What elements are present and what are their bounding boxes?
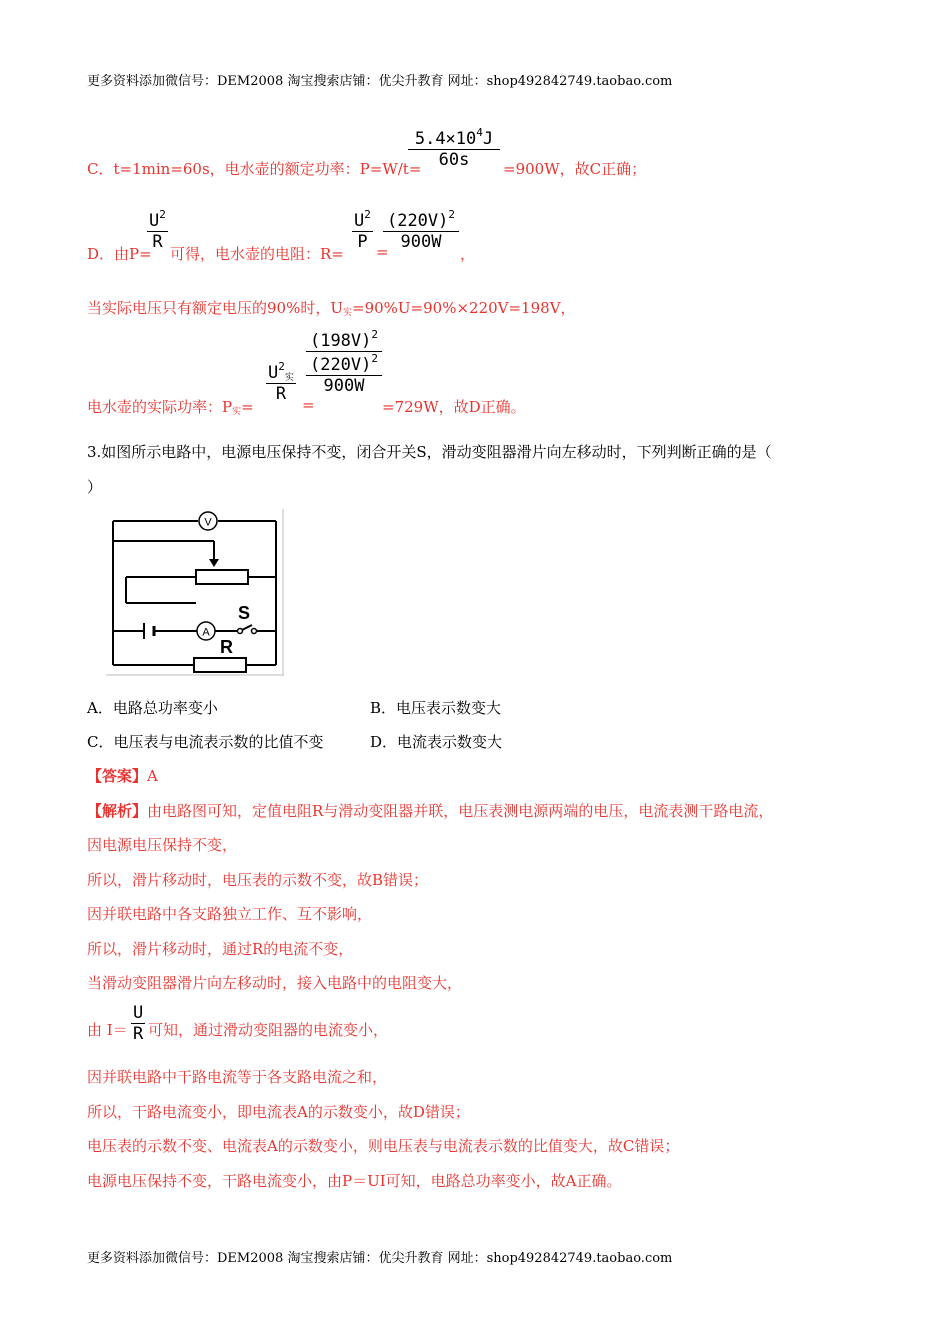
frac-num-exp: 2 bbox=[364, 208, 371, 221]
analysis-line-2: 因电源电压保持不变， bbox=[87, 836, 238, 854]
page-footer: 更多资料添加微信号：DEM2008 淘宝搜索店铺：优尖升教育 网址：shop492842749.taobao.com bbox=[87, 1251, 673, 1266]
frac-den: R bbox=[275, 384, 287, 404]
frac-num: U bbox=[268, 363, 279, 383]
analysis-line-5: 所以，滑片移动时，通过R的电流不变， bbox=[87, 940, 354, 958]
analysis-line-7-pre: 由 I＝ bbox=[87, 1021, 128, 1039]
prev-line-d-end: ， bbox=[460, 245, 476, 263]
frac-num-exp: 2 bbox=[448, 208, 456, 221]
fraction-u2-p bbox=[352, 208, 373, 252]
lineP-sub: 实 bbox=[232, 407, 242, 417]
prev-line-power-result: =729W，故D正确。 bbox=[382, 398, 526, 416]
frac-num: U bbox=[149, 211, 160, 231]
frac-num-exp: 4 bbox=[476, 126, 483, 139]
option-d: D．电流表示数变大 bbox=[370, 733, 503, 751]
analysis-line-9: 所以，干路电流变小，即电流表A的示数变小，故D错误； bbox=[87, 1103, 470, 1121]
question-text-close: ） bbox=[87, 478, 103, 496]
frac-num-exp: 2 bbox=[278, 360, 285, 373]
frac-num: U bbox=[133, 1003, 144, 1023]
page-header: 更多资料添加微信号：DEM2008 淘宝搜索店铺：优尖升教育 网址：shop492842749.taobao.com bbox=[87, 74, 673, 89]
fraction-energy-time bbox=[408, 126, 500, 170]
analysis-line-4: 因并联电路中各支路独立工作、互不影响， bbox=[87, 905, 373, 923]
line90-sub: 实 bbox=[342, 308, 352, 318]
resistor-label: R bbox=[220, 637, 233, 657]
frac-den: 900W bbox=[400, 232, 442, 252]
analysis-label: 【解析】 bbox=[87, 802, 148, 820]
analysis-line-6: 当滑动变阻器滑片向左移动时，接入电路中的电阻变大， bbox=[87, 974, 463, 992]
prev-line-d-eq: = bbox=[376, 243, 389, 261]
frac-top: (198V) bbox=[309, 331, 372, 351]
frac-den: 60s bbox=[438, 150, 470, 170]
frac-den: 900W bbox=[323, 376, 365, 396]
fraction-compound bbox=[306, 328, 382, 396]
option-a: A．电路总功率变小 bbox=[87, 699, 218, 717]
ammeter-label: A bbox=[202, 626, 210, 639]
frac-num: (220V) bbox=[386, 211, 449, 231]
fraction-u-over-r bbox=[131, 1003, 145, 1044]
switch-label: S bbox=[238, 603, 251, 623]
option-b: B．电压表示数变大 bbox=[370, 699, 502, 717]
frac-mid: (220V) bbox=[309, 355, 372, 375]
analysis-text: 由电路图可知，定值电阻R与滑动变阻器并联，电压表测电源两端的电压，电流表测干路电流， bbox=[147, 802, 774, 820]
analysis-line-3: 所以，滑片移动时，电压表的示数不变，故B错误； bbox=[87, 871, 429, 889]
frac-num-exp: 2 bbox=[159, 208, 166, 221]
frac-den: R bbox=[133, 1024, 144, 1044]
prev-line-d-text: D．由P= bbox=[87, 245, 152, 263]
frac-den: R bbox=[152, 232, 163, 252]
analysis-line-10: 电压表的示数不变、电流表A的示数变小，则电压表与电流表示数的比值变大，故C错误； bbox=[87, 1137, 680, 1155]
answer-value: A bbox=[147, 767, 158, 785]
answer-label: 【答案】 bbox=[87, 767, 148, 785]
frac-den: P bbox=[357, 232, 368, 252]
frac-top-exp: 2 bbox=[371, 328, 379, 341]
prev-line-c-result: =900W，故C正确； bbox=[503, 160, 647, 178]
fraction-u2-r bbox=[147, 208, 168, 252]
answer-line bbox=[87, 765, 158, 786]
frac-num-unit: J bbox=[482, 129, 494, 149]
fraction-ushi2-r bbox=[266, 360, 296, 404]
circuit-diagram bbox=[106, 507, 286, 677]
prev-line-90-text bbox=[87, 297, 576, 318]
analysis-line-7-post: 可知，通过滑动变阻器的电流变小， bbox=[148, 1021, 389, 1039]
frac-num: 5.4×10 bbox=[414, 129, 477, 149]
frac-num: U bbox=[354, 211, 365, 231]
analysis-line-8: 因并联电路中干路电流等于各支路电流之和， bbox=[87, 1068, 388, 1086]
prev-line-d-mid: 可得，电水壶的电阻：R= bbox=[170, 245, 344, 263]
voltmeter-label: V bbox=[204, 516, 212, 529]
lineP-eq1: = bbox=[241, 398, 254, 416]
frac-mid-exp: 2 bbox=[371, 352, 379, 365]
analysis-line-11: 电源电压保持不变，干路电流变小，由P＝UI可知，电路总功率变小，故A正确。 bbox=[87, 1172, 622, 1190]
lineP-pre: 电水壶的实际功率：P bbox=[87, 398, 233, 416]
option-c: C．电压表与电流表示数的比值不变 bbox=[87, 733, 324, 751]
analysis-line-1 bbox=[87, 800, 773, 821]
question-text: 3.如图所示电路中，电源电压保持不变，闭合开关S，滑动变阻器滑片向左移动时，下列判断正确的是（ bbox=[87, 443, 772, 461]
prev-line-c-text: C．t=1min=60s，电水壶的额定功率：P=W/t= bbox=[87, 160, 422, 178]
fraction-220-900 bbox=[383, 208, 459, 252]
line90-post: =90%U=90%×220V=198V， bbox=[352, 299, 576, 317]
line90-pre: 当实际电压只有额定电压的90%时，U bbox=[87, 299, 343, 317]
prev-line-power-eq: = bbox=[302, 396, 315, 414]
frac-num-sub: 实 bbox=[284, 373, 294, 383]
prev-line-power-text bbox=[87, 396, 254, 417]
